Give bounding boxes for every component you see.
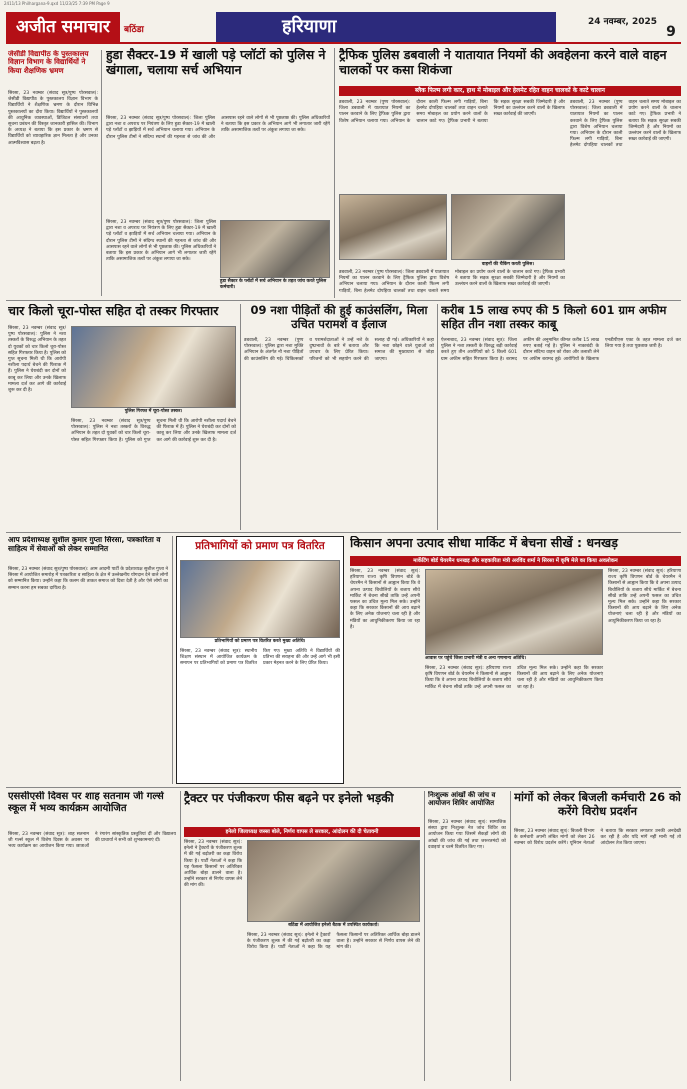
article-body: सिरसा, 23 नवम्बर (संवाद सूत्र/पुष्प पोरसवाल): जेसीडी विद्यापीठ के पुस्तकालय विज्ञान विभाग के विद्यार्थियों ने शैक्षणिक भ्रमण के दौरान विभिन्न पुस्तकालयों का दौरा किया। विद्यार्थियों ने पुस्तकालयों की आधुनिक व्यवस्थाओं, डिजिटल संसाधनों तथा सूचना प्रबंधन की विस्तृत जानकारी हासिल की। विभाग के अध्यक्ष ने बताया कि इस प्रकार के भ्रमण से विद्यार्थियों को व्यावहारिक ज्ञान मिलता है और उनका आत्मविश्वास बढ़ता है।	[8, 91, 98, 146]
article-body-side: सिरसा, 23 नवम्बर (संवाद सूत्र): हरियाणा राज्य कृषि विपणन बोर्ड के चेयरमैन ने किसानों से आह्वान किया कि वे अपना उत्पाद बिचौलियों के बजाय सीधे मार्किट में बेचना सीखें ताकि उन्हें अपनी फसल का उचित मूल्य मिल सके। उन्होंने कहा कि सरकार किसानों की आय बढ़ाने के लिए अनेक योजनाएं चला रही है और मंडियों का आधुनिकीकरण किया जा रहा है।	[608, 569, 681, 624]
article-body-side: डबवाली, 23 नवम्बर (पुष्प पोरसवाल): जिला डबवाली में यातायात नियमों का पालन करवाने के लिए ट्रैफिक पुलिस द्वारा विशेष अभियान चलाया गया। अभियान के दौरान काली फिल्म लगी गाड़ियों, बिना हेलमेट दोपहिया चालकों तथा वाहन चलाते समय मोबाइल का प्रयोग करने वालों के चालान काटे गए। ट्रैफिक प्रभारी ने बताया कि सड़क सुरक्षा सबकी जिम्मेदारी है और नियमों का उल्लंघन करने वालों के खिलाफ सख्त कार्रवाई की जाएगी।	[570, 100, 681, 149]
headline: जेसीडी विद्यापीठ के पुस्तकालय विज्ञान विभाग के विद्यार्थियों ने किया शैक्षणिक भ्रमण	[8, 50, 89, 75]
headline: 09 नशा पीड़ितों की हुई काउंसलिंग, मिला उचित परामर्श व ईलाज	[250, 304, 428, 331]
article-body: सिरसा, 23 नवम्बर (संवाद सूत्र/पुष्प पोरसवाल): जिला पुलिस द्वारा नशा व अपराध पर नियंत्रण के लिए हुडा सैक्टर-19 में खाली पड़े प्लॉटों व झाड़ियों में सर्च अभियान चलाया गया। अभियान के दौरान पुलिस टीमों ने संदिग्ध स्थानों की गहनता से जांच की और आसपास रहने वाले लोगों से भी पूछताछ की। पुलिस अधिकारियों ने बताया कि इस प्रकार के अभियान आगे भी लगातार जारी रहेंगे ताकि असामाजिक तत्वों पर अंकुश लगाया जा सके।	[106, 116, 330, 140]
photo-caption: बठिंडा में आयोजित इनेलो बैठक में उपस्थित कार्यकर्ता।	[288, 923, 379, 928]
headline: चार किलो चूरा-पोस्त सहित दो तस्कर गिरफ्तार	[8, 304, 219, 318]
vehicle-checking-photo	[451, 194, 565, 260]
story-band: ब्लैक फिल्म लगी कार, हाथ में मोबाइल और हेलमेट रहित वाहन चालकों के काटे चालान	[339, 86, 681, 96]
article-body: ऐलनाबाद, 23 नवम्बर (संवाद सूत्र): जिला पुलिस ने नशा तस्करी के विरुद्ध बड़ी कार्रवाई करते हुए तीन आरोपियों को 5 किलो 601 ग्राम अफीम सहित गिरफ्तार किया है। बरामद अफीम की अनुमानित कीमत करीब 15 लाख रुपए बताई गई है। पुलिस ने नाकाबंदी के दौरान संदिग्ध वाहन को रोका और तलाशी लेने पर अफीम बरामद हुई। आरोपियों के खिलाफ एनडीपीएस एक्ट के तहत मामला दर्ज कर लिया गया है तथा पूछताछ जारी है।	[441, 338, 681, 362]
headline: मांगों को लेकर बिजली कर्मचारी 26 को करेंगे विरोध प्रदर्शन	[514, 791, 681, 818]
traffic-story	[339, 48, 681, 298]
photo-caption: वाहनों की चैकिंग करती पुलिस।	[481, 262, 535, 267]
section-divider	[6, 532, 681, 533]
article-body-continued: सिरसा, 23 नवम्बर (संवाद सूत्र/पुष्प पोरसवाल): पुलिस ने नशा तस्करों के विरुद्ध अभियान के तहत दो युवकों को चार किलो चूरा-पोस्त सहित गिरफ्तार किया है। पुलिस को गुप्त सूचना मिली थी कि आरोपी नशीला पदार्थ बेचने की फिराक में हैं। पुलिस ने घेराबंदी कर दोनों को काबू कर लिया और उनके खिलाफ मामला दर्ज कर आगे की कार्रवाई शुरू कर दी है।	[71, 419, 236, 443]
headline: आप प्रदेशाध्यक्ष सुशील कुमार गुप्ता सिरसा, पत्रकारिता व साहित्य में सेवाओं को लेकर सम्मानित	[8, 536, 161, 553]
photo-caption: प्रतिभागियों को प्रमाण पत्र वितरित करते मुख्य अतिथि।	[214, 639, 306, 644]
column-divider	[180, 791, 181, 1081]
column-divider	[437, 304, 438, 530]
school-event-story	[8, 791, 176, 1081]
eye-camp-story	[428, 791, 506, 1081]
police-officer-photo	[339, 194, 447, 260]
article-body: सिरसा, 23 नवम्बर (संवाद सूत्र): शाह सतनाम जी गर्ल्स स्कूल में विशेष दिवस के अवसर पर भव्य कार्यक्रम का आयोजन किया गया। छात्राओं ने रंगारंग सांस्कृतिक प्रस्तुतियां दीं और विद्यालय की प्राचार्या ने सभी को शुभकामनाएं दीं।	[8, 832, 176, 850]
honour-story	[8, 536, 168, 784]
story-band: मार्केटिंग बोर्ड चेयरमैन धनखड़ और सहकारिता मंत्री अरविंद शर्मा ने सिरसा में कृषि मेले का किया अवलोकन	[350, 556, 681, 566]
article-body: सिरसा, 23 नवम्बर (संवाद सूत्र): सामाजिक संस्था द्वारा निःशुल्क नेत्र जांच शिविर का आयोजन किया गया जिसमें सैकड़ों लोगों की आंखों की जांच की गई तथा जरूरतमंदों को दवाइयां व चश्मे वितरित किए गए।	[428, 820, 506, 850]
certificate-ceremony-photo	[180, 560, 340, 638]
masthead	[6, 10, 681, 44]
article-body-continued: सिरसा, 23 नवम्बर (संवाद सूत्र): इनेलो ने ट्रैक्टरों के पंजीकरण शुल्क में की गई बढ़ोतरी का कड़ा विरोध किया है। पार्टी नेताओं ने कहा कि यह फैसला किसानों पर अतिरिक्त आर्थिक बोझ डालने वाला है। उन्होंने सरकार से निर्णय वापस लेने की मांग की।	[247, 933, 420, 951]
column-divider	[172, 536, 173, 784]
page-number: 9	[666, 24, 676, 40]
edition-city: बठिंडा	[124, 25, 144, 35]
lead-story	[106, 48, 330, 298]
article-body: सिरसा, 23 नवम्बर (संवाद सूत्र): स्थानीय शिक्षण संस्थान में आयोजित कार्यक्रम के समापन पर प्रतिभागियों को प्रमाण पत्र वितरित किए गए। मुख्य अतिथि ने विद्यार्थियों की प्रतिभा की सराहना की और उन्हें आगे भी इसी प्रकार मेहनत करने के लिए प्रेरित किया।	[180, 649, 340, 667]
opium-story	[441, 304, 681, 530]
ministers-visit-photo	[425, 569, 603, 655]
photo-caption: आवास पर पहुंचे जिला प्रभारी मंत्री व अन्य गणमान्य अतिथि।	[425, 656, 527, 661]
column-divider	[240, 304, 241, 530]
column-divider	[101, 50, 102, 296]
article-body-continued: डबवाली, 23 नवम्बर (पुष्प पोरसवाल): जिला डबवाली में यातायात नियमों का पालन करवाने के लिए ट्रैफिक पुलिस द्वारा विशेष अभियान चलाया गया। अभियान के दौरान काली फिल्म लगी गाड़ियों, बिना हेलमेट दोपहिया चालकों तथा वाहन चलाते समय मोबाइल का प्रयोग करने वालों के चालान काटे गए। ट्रैफिक प्रभारी ने बताया कि सड़क सुरक्षा सबकी जिम्मेदारी है और नियमों का उल्लंघन करने वालों के खिलाफ सख्त कार्रवाई की जाएगी।	[339, 270, 565, 294]
arrested-smugglers-photo	[71, 326, 236, 408]
story-band: इनेलो जिलाध्यक्ष जस्सा बोले, निर्णय वापस ले सरकार, आंदोलन की दी चेतावनी	[184, 827, 420, 837]
side-story-library	[8, 50, 98, 296]
article-body-continued: सिरसा, 23 नवम्बर (संवाद सूत्र): हरियाणा राज्य कृषि विपणन बोर्ड के चेयरमैन ने किसानों से आह्वान किया कि वे अपना उत्पाद बिचौलियों के बजाय सीधे मार्किट में बेचना सीखें ताकि उन्हें अपनी फसल का उचित मूल्य मिल सके। उन्होंने कहा कि सरकार किसानों की आय बढ़ाने के लिए अनेक योजनाएं चला रही है और मंडियों का आधुनिकीकरण किया जा रहा है।	[425, 666, 603, 690]
headline: किसान अपना उत्पाद सीधा मार्किट में बेचना सीखें : धनखड़	[350, 536, 618, 550]
power-workers-story	[514, 791, 681, 1081]
smugglers-story	[8, 304, 236, 530]
issue-date: 24 नवम्बर, 2025	[587, 17, 657, 27]
newspaper-logo: अजीत समाचार	[6, 12, 120, 42]
certificate-story	[176, 536, 344, 784]
headline: एससीएसी दिवस पर शाह सतनाम जी गर्ल्स स्कूल में भव्य कार्यक्रम आयोजित	[8, 791, 164, 814]
article-body: डबवाली, 23 नवम्बर (पुष्प पोरसवाल): जिला डबवाली में यातायात नियमों का पालन करवाने के लिए ट्रैफिक पुलिस द्वारा विशेष अभियान चलाया गया। अभियान के दौरान काली फिल्म लगी गाड़ियों, बिना हेलमेट दोपहिया चालकों तथा वाहन चलाते समय मोबाइल का प्रयोग करने वालों के चालान काटे गए। ट्रैफिक प्रभारी ने बताया कि सड़क सुरक्षा सबकी जिम्मेदारी है और नियमों का उल्लंघन करने वालों के खिलाफ सख्त कार्रवाई की जाएगी।	[339, 100, 565, 124]
headline: प्रतिभागियों को प्रमाण पत्र वितरित	[195, 540, 325, 552]
inld-meeting-photo	[247, 840, 420, 922]
photo-caption: हुडा सैक्टर के प्लॉटों में सर्च अभियान के तहत जांच करते पुलिस कर्मचारी।	[220, 279, 327, 290]
section-divider	[6, 300, 681, 301]
headline: हुडा सैक्टर-19 में खाली पड़े प्लॉटों को पुलिस ने खंगाला, चलाया सर्च अभियान	[106, 48, 326, 77]
headline: ट्रैक्टर पर पंजीकरण फीस बढ़ने पर इनेलो भड़की	[184, 791, 394, 805]
farmers-story	[350, 536, 681, 784]
column-divider	[424, 791, 425, 1081]
article-body: सिरसा, 23 नवम्बर (संवाद सूत्र): बिजली विभाग के कर्मचारी अपनी लंबित मांगों को लेकर 26 नवम्बर को विरोध प्रदर्शन करेंगे। यूनियन नेताओं ने बताया कि सरकार लगातार उनकी अनदेखी कर रही है और यदि मांगें नहीं मानी गईं तो आंदोलन तेज किया जाएगा।	[514, 829, 681, 847]
column-divider	[510, 791, 511, 1081]
section-divider	[6, 787, 681, 788]
print-info-strip: 2411/13 Philhargana-9.qxd 11/23/25 7:39 PM Page 9	[4, 1, 110, 6]
tractor-fee-story	[184, 791, 420, 1081]
article-body: सिरसा, 23 नवम्बर (संवाद सूत्र/पुष्प पोरसवाल): आम आदमी पार्टी के प्रदेशाध्यक्ष सुशील गुप्ता ने सिरसा में आयोजित समारोह में पत्रकारिता व साहित्य के क्षेत्र में उल्लेखनीय योगदान देने वाले लोगों को सम्मानित किया। उन्होंने कहा कि कलम की ताकत समाज को दिशा देती है और ऐसे लोगों का सम्मान करना हम सबका दायित्व है।	[8, 567, 168, 591]
section-title: हरियाणा	[216, 12, 556, 42]
article-body: सिरसा, 23 नवम्बर (संवाद सूत्र): हरियाणा राज्य कृषि विपणन बोर्ड के चेयरमैन ने किसानों से आह्वान किया कि वे अपना उत्पाद बिचौलियों के बजाय सीधे मार्किट में बेचना सीखें ताकि उन्हें अपनी फसल का उचित मूल्य मिल सके। उन्होंने कहा कि सरकार किसानों की आय बढ़ाने के लिए अनेक योजनाएं चला रही है और मंडियों का आधुनिकीकरण किया जा रहा है।	[350, 569, 420, 630]
police-search-photo	[220, 220, 330, 278]
article-body: सिरसा, 23 नवम्बर (संवाद सूत्र): इनेलो ने ट्रैक्टरों के पंजीकरण शुल्क में की गई बढ़ोतरी का कड़ा विरोध किया है। पार्टी नेताओं ने कहा कि यह फैसला किसानों पर अतिरिक्त आर्थिक बोझ डालने वाला है। उन्होंने सरकार से निर्णय वापस लेने की मांग की।	[184, 840, 242, 889]
article-body-continued: सिरसा, 23 नवम्बर (संवाद सूत्र/पुष्प पोरसवाल): जिला पुलिस द्वारा नशा व अपराध पर नियंत्रण के लिए हुडा सैक्टर-19 में खाली पड़े प्लॉटों व झाड़ियों में सर्च अभियान चलाया गया। अभियान के दौरान पुलिस टीमों ने संदिग्ध स्थानों की गहनता से जांच की और आसपास रहने वाले लोगों से भी पूछताछ की। पुलिस अधिकारियों ने बताया कि इस प्रकार के अभियान आगे भी लगातार जारी रहेंगे ताकि असामाजिक तत्वों पर अंकुश लगाया जा सके।	[106, 220, 216, 263]
counselling-story	[244, 304, 434, 530]
article-body: सिरसा, 23 नवम्बर (संवाद सूत्र/पुष्प पोरसवाल): पुलिस ने नशा तस्करों के विरुद्ध अभियान के तहत दो युवकों को चार किलो चूरा-पोस्त सहित गिरफ्तार किया है। पुलिस को गुप्त सूचना मिली थी कि आरोपी नशीला पदार्थ बेचने की फिराक में हैं। पुलिस ने घेराबंदी कर दोनों को काबू कर लिया और उनके खिलाफ मामला दर्ज कर आगे की कार्रवाई शुरू कर दी है।	[8, 326, 66, 394]
article-body: डबवाली, 23 नवम्बर (पुष्प पोरसवाल): पुलिस द्वारा नशा मुक्ति अभियान के अंतर्गत नौ नशा पीड़ितों की काउंसलिंग की गई। चिकित्सकों व परामर्शदाताओं ने उन्हें नशे के दुष्प्रभावों के बारे में बताया और उपचार के लिए प्रेरित किया। परिजनों को भी सहयोग करने की सलाह दी गई। अधिकारियों ने कहा कि नशा छोड़ने वाले युवाओं को समाज की मुख्यधारा से जोड़ा जाएगा।	[244, 338, 434, 362]
photo-caption: पुलिस गिरफ्त में चूरा-पोस्त तस्कर।	[124, 409, 183, 414]
column-divider	[334, 48, 335, 298]
headline: ट्रैफिक पुलिस डबवाली ने यातायात नियमों की अवहेलना करने वाले वाहन चालकों पर कसा शिकंजा	[339, 48, 667, 77]
headline: करीब 15 लाख रुपए की 5 किलो 601 ग्राम अफीम सहित तीन नशा तस्कर काबू	[441, 304, 667, 331]
headline: निःशुल्क आंखों की जांच व आयोजन शिविर आयोजित	[428, 791, 496, 808]
